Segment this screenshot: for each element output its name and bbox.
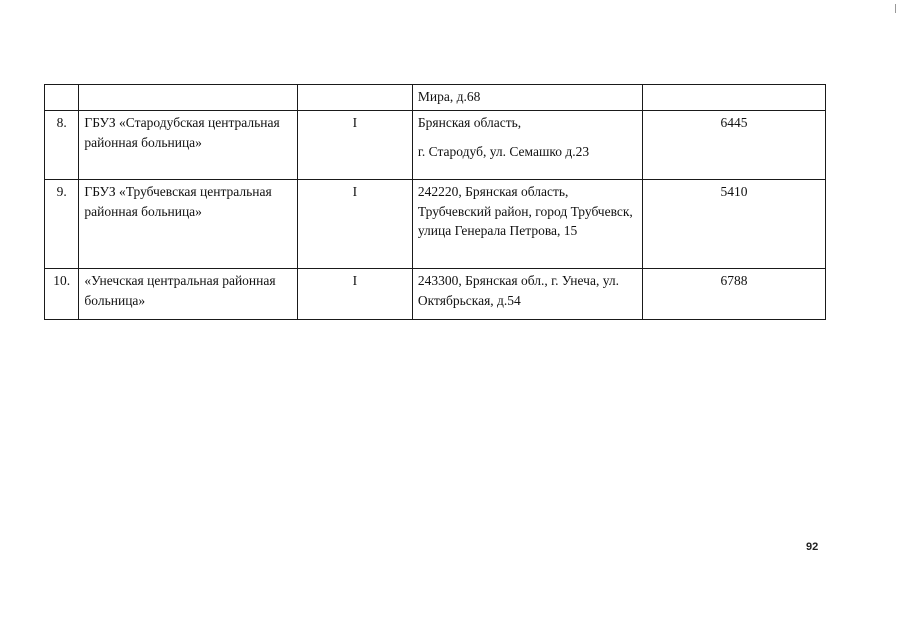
category-cell: I [297, 111, 412, 180]
address-cell [412, 111, 642, 180]
address-line: Брянская область, [417, 115, 522, 130]
code-cell: 6445 [643, 111, 826, 180]
category-cell [297, 85, 412, 111]
row-number-cell: 9. [45, 180, 79, 269]
institution-name-cell: ГБУЗ «Стародубская центральная районная больница» [79, 111, 297, 180]
institution-name-cell [79, 85, 297, 111]
institution-name-cell: «Унечская центральная районная больница» [79, 269, 297, 320]
address-cell: Мира, д.68 [412, 85, 642, 111]
table-row [45, 269, 826, 320]
hospital-table [44, 84, 826, 320]
table-row [45, 180, 826, 269]
address-cell: 243300, Брянская обл., г. Унеча, ул. Октябрьская, д.54 [412, 269, 642, 320]
code-cell: 5410 [643, 180, 826, 269]
address-cell: 242220, Брянская область, Трубчевский район, город Трубчевск, улица Генерала Петрова, 15 [412, 180, 642, 269]
page-number: 92 [806, 541, 819, 553]
code-cell: 6788 [643, 269, 826, 320]
row-number-cell [45, 85, 79, 111]
row-number-cell: 10. [45, 269, 79, 320]
category-cell: I [297, 180, 412, 269]
institution-name-cell: ГБУЗ «Трубчевская центральная районная больница» [79, 180, 297, 269]
category-cell: I [297, 269, 412, 320]
table-row [45, 85, 826, 111]
row-number-cell: 8. [45, 111, 79, 180]
code-cell [643, 85, 826, 111]
table-row [45, 111, 826, 180]
scan-artifact-mark [895, 4, 896, 13]
address-line: г. Стародуб, ул. Семашко д.23 [417, 143, 590, 159]
